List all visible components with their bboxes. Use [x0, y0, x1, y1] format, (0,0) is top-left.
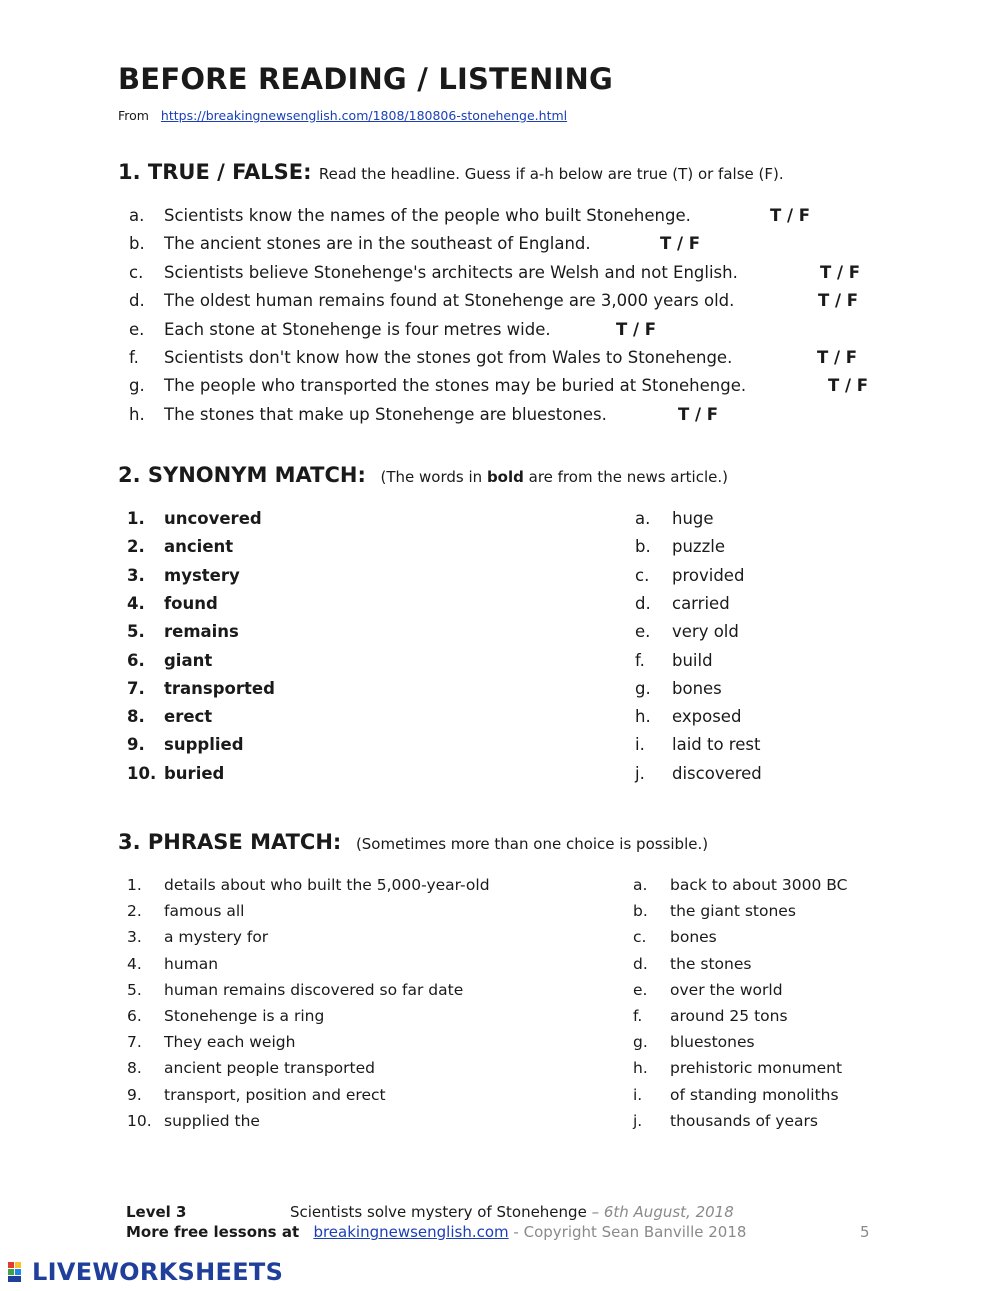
phrase-start-text: human [164, 954, 219, 973]
true-false-choice[interactable]: T / F [616, 319, 657, 339]
synonym-option-label: a. [635, 509, 651, 528]
phrase-end-text: bones [670, 928, 717, 947]
phrase-start-label: 6. [127, 1007, 142, 1025]
tf-item-text: The people who transported the stones may be buried at Stonehenge. [164, 376, 747, 396]
source-link[interactable]: https://breakingnewsenglish.com/1808/180806-stonehenge.html [160, 108, 568, 123]
phrase-end-label: j. [633, 1111, 643, 1130]
phrase-end-text: over the world [670, 980, 783, 999]
phrase-start-label: 10. [127, 1111, 152, 1130]
synonym-word-text: erect [164, 707, 213, 727]
synonym-option-label: i. [635, 735, 645, 755]
synonym-option-text: provided [672, 565, 745, 585]
synonym-option-label: e. [635, 622, 651, 642]
true-false-choice[interactable]: T / F [818, 291, 859, 311]
phrase-start-label: 9. [127, 1085, 142, 1104]
phrase-end-label: c. [633, 928, 647, 947]
source-prefix: From [118, 108, 149, 123]
phrase-end-label: i. [633, 1085, 643, 1104]
synonym-option-label: f. [635, 650, 645, 670]
synonym-option-label: d. [635, 593, 651, 613]
synonym-option-label: g. [635, 678, 651, 698]
footer-more-lessons: More free lessons at [126, 1223, 300, 1241]
synonym-option-text: discovered [672, 763, 762, 783]
synonym-word-label: 9. [127, 735, 145, 755]
phrase-end-text: around 25 tons [670, 1007, 788, 1025]
synonym-option-label: h. [635, 707, 651, 727]
phrase-start-label: 3. [127, 928, 142, 947]
tf-item-text: Each stone at Stonehenge is four metres wide. [164, 319, 551, 339]
synonym-word-text: giant [164, 650, 213, 670]
synonym-word-text: buried [164, 763, 225, 783]
tf-item-label: c. [129, 262, 144, 282]
phrase-start-label: 4. [127, 954, 142, 973]
synonym-option-text: puzzle [672, 537, 725, 557]
phrase-start-text: Stonehenge is a ring [164, 1007, 325, 1025]
phrase-end-text: the stones [670, 954, 752, 973]
tf-item-label: g. [129, 376, 145, 396]
footer-line-1 [126, 1203, 186, 1221]
synonym-word-text: uncovered [164, 509, 262, 528]
tf-item-text: Scientists know the names of the people who built Stonehenge. [164, 206, 691, 225]
synonym-word-label: 1. [127, 509, 145, 528]
footer-article-title: Scientists solve mystery of Stonehenge [290, 1203, 587, 1221]
footer-copyright: - Copyright Sean Banville 2018 [513, 1223, 747, 1241]
synonym-option-text: laid to rest [672, 735, 761, 755]
synonym-option-text: carried [672, 593, 730, 613]
synonym-word-label: 5. [127, 622, 145, 642]
synonym-word-label: 3. [127, 565, 145, 585]
liveworksheets-logo-icon [8, 1262, 30, 1284]
footer-article [290, 1203, 734, 1221]
tf-item-label: e. [129, 319, 145, 339]
phrase-end-text: bluestones [670, 1033, 755, 1052]
phrase-end-text: the giant stones [670, 902, 796, 921]
phrase-end-label: a. [633, 876, 648, 894]
phrase-end-text: of standing monoliths [670, 1085, 839, 1104]
synonym-option-text: build [672, 650, 713, 670]
tf-item-label: d. [129, 291, 145, 311]
phrase-start-text: ancient people transported [164, 1059, 375, 1078]
phrase-start-text: supplied the [164, 1111, 260, 1130]
source-line [118, 108, 567, 123]
section2-heading: 2. SYNONYM MATCH: (The words in bold are from the news article.) [118, 463, 728, 487]
phrase-end-text: thousands of years [670, 1111, 818, 1130]
synonym-word-text: supplied [164, 735, 244, 755]
synonym-option-text: very old [672, 622, 739, 642]
phrase-start-label: 5. [127, 980, 142, 999]
phrase-start-text: details about who built the 5,000-year-old [164, 876, 490, 894]
phrase-start-text: a mystery for [164, 928, 269, 947]
phrase-end-text: prehistoric monument [670, 1059, 843, 1078]
phrase-start-label: 2. [127, 902, 142, 921]
phrase-start-label: 1. [127, 876, 142, 894]
true-false-choice[interactable]: T / F [678, 404, 719, 424]
phrase-end-label: e. [633, 980, 648, 999]
phrase-start-label: 8. [127, 1059, 142, 1078]
page-number: 5 [860, 1223, 870, 1241]
footer-level: Level 3 [126, 1203, 187, 1221]
synonym-word-text: found [164, 593, 218, 613]
true-false-choice[interactable]: T / F [820, 262, 861, 282]
synonym-word-label: 8. [127, 707, 145, 727]
synonym-option-label: c. [635, 565, 650, 585]
synonym-word-label: 4. [127, 593, 145, 613]
section3-note: (Sometimes more than one choice is possible.) [355, 835, 709, 853]
page-title: BEFORE READING / LISTENING [118, 62, 613, 96]
footer-site-link[interactable]: breakingnewsenglish.com [313, 1223, 509, 1241]
phrase-start-text: They each weigh [164, 1033, 296, 1052]
footer-date: – 6th August, 2018 [591, 1203, 734, 1221]
phrase-start-label: 7. [127, 1033, 142, 1052]
synonym-word-label: 2. [127, 537, 145, 557]
tf-item-label: f. [129, 348, 139, 367]
tf-item-label: h. [129, 404, 145, 424]
true-false-choice[interactable]: T / F [770, 206, 811, 225]
true-false-choice[interactable]: T / F [660, 234, 701, 254]
synonym-word-text: transported [164, 678, 275, 698]
true-false-choice[interactable]: T / F [817, 348, 858, 367]
synonym-word-text: ancient [164, 537, 234, 557]
phrase-end-label: g. [633, 1033, 648, 1052]
liveworksheets-logo[interactable]: LIVEWORKSHEETS [32, 1258, 284, 1286]
synonym-word-text: mystery [164, 565, 240, 585]
synonym-option-label: b. [635, 537, 651, 557]
tf-item-label: a. [129, 206, 145, 225]
phrase-end-label: f. [633, 1007, 643, 1025]
true-false-choice[interactable]: T / F [828, 376, 869, 396]
tf-item-label: b. [129, 234, 145, 254]
synonym-option-text: huge [672, 509, 714, 528]
phrase-end-text: back to about 3000 BC [670, 876, 848, 894]
phrase-start-text: human remains discovered so far date [164, 980, 464, 999]
footer-line-2 [126, 1223, 746, 1241]
synonym-word-text: remains [164, 622, 239, 642]
tf-item-text: The oldest human remains found at Stonehenge are 3,000 years old. [164, 291, 735, 311]
tf-item-text: The ancient stones are in the southeast of England. [164, 234, 591, 254]
synonym-word-label: 10. [127, 763, 157, 783]
phrase-end-label: h. [633, 1059, 648, 1078]
phrase-start-text: transport, position and erect [164, 1085, 386, 1104]
phrase-end-label: b. [633, 902, 648, 921]
tf-item-text: Scientists don't know how the stones got from Wales to Stonehenge. [164, 348, 733, 367]
phrase-end-label: d. [633, 954, 648, 973]
section1-heading: 1. TRUE / FALSE: Read the headline. Guess if a-h below are true (T) or false (F). [118, 160, 784, 184]
synonym-word-label: 6. [127, 650, 145, 670]
synonym-word-label: 7. [127, 678, 145, 698]
synonym-option-text: bones [672, 678, 722, 698]
tf-item-text: Scientists believe Stonehenge's architects are Welsh and not English. [164, 262, 738, 282]
section3-heading: 3. PHRASE MATCH: (Sometimes more than one choice is possible.) [118, 830, 709, 854]
tf-item-text: The stones that make up Stonehenge are bluestones. [164, 404, 607, 424]
synonym-option-text: exposed [672, 707, 742, 727]
section1-instruction: Read the headline. Guess if a-h below are true (T) or false (F). [318, 165, 784, 183]
phrase-start-text: famous all [164, 902, 245, 921]
section2-note: (The words in bold are from the news article.) [380, 468, 728, 486]
synonym-option-label: j. [635, 763, 645, 783]
